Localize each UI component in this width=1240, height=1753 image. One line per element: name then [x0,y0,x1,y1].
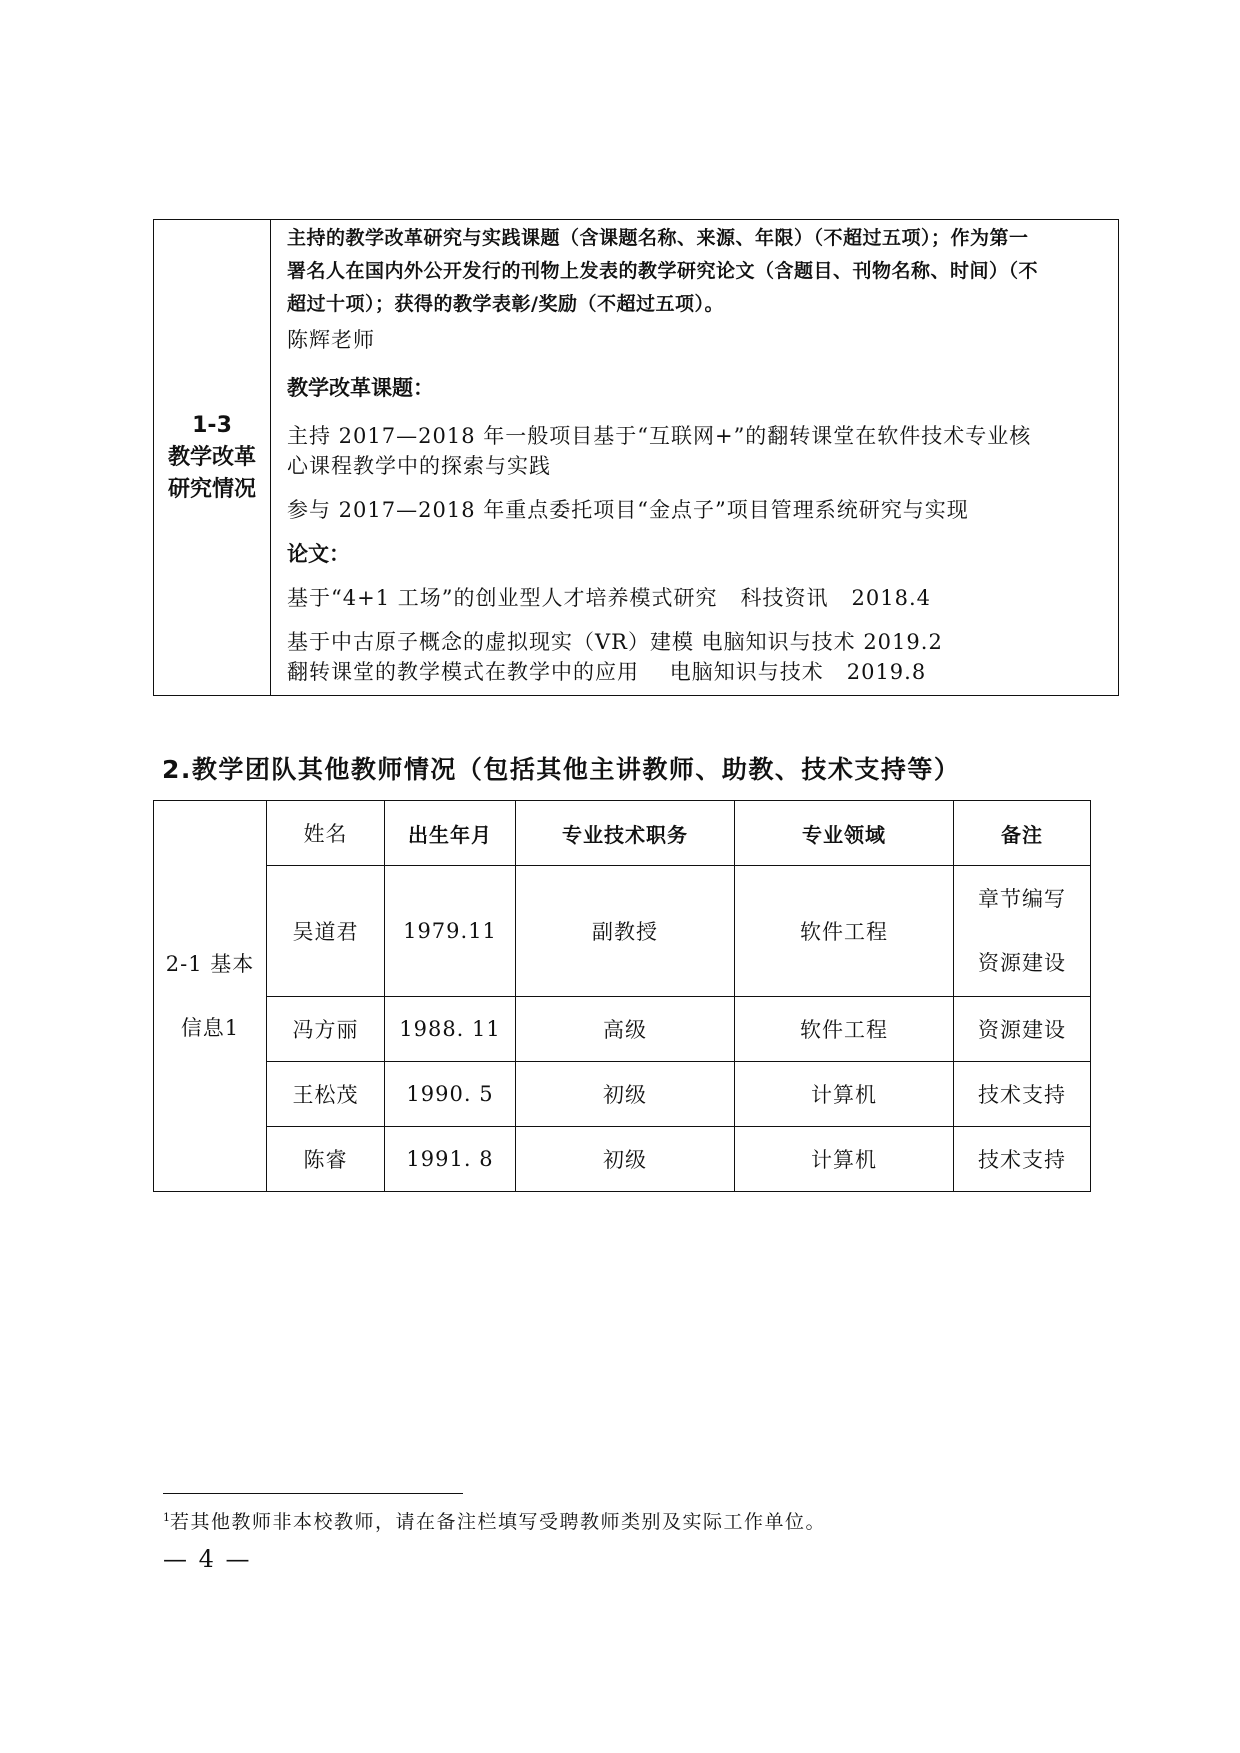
member-birth: 1990. 5 [385,1062,516,1127]
basic-info-label-line: 信息1 [180,1016,240,1040]
header-remark: 备注 [954,801,1091,866]
member-field: 软件工程 [735,866,954,997]
reform-label-line: 研究情况 [167,476,256,502]
table-header-row [154,801,1091,866]
team-members-table [153,800,1091,1192]
member-field: 计算机 [735,1062,954,1127]
member-name: 陈睿 [267,1127,385,1192]
section-2-heading: 2.教学团队其他教师情况（包括其他主讲教师、助教、技术支持等） [162,755,961,784]
member-title: 副教授 [516,866,735,997]
header-field: 专业领域 [735,801,954,866]
member-remark: 资源建设 [954,997,1091,1062]
footnote-text: 若其他教师非本校教师，请在备注栏填写受聘教师类别及实际工作单位。 [170,1511,827,1533]
reform-label-line: 教学改革 [167,444,256,470]
reform-topic-item: 主持 2017—2018 年一般项目基于“互联网+”的翻转课堂在软件技术专业核 [287,424,1032,448]
paper-item: 基于“4+1 工场”的创业型人才培养模式研究 科技资讯 2018.4 [287,586,931,610]
footnote-divider [163,1493,463,1494]
member-birth: 1979.11 [385,866,516,997]
basic-info-label-line: 2-1 基本 [165,952,255,976]
member-birth: 1991. 8 [385,1127,516,1192]
member-title: 初级 [516,1062,735,1127]
paper-item: 翻转课堂的教学模式在教学中的应用 电脑知识与技术 2019.8 [287,660,927,684]
member-field: 计算机 [735,1127,954,1192]
instruction-line: 主持的教学改革研究与实践课题（含课题名称、来源、年限）（不超过五项）；作为第一 [287,227,1029,249]
footnote [163,1507,826,1534]
remark-line: 资源建设 [978,951,1066,975]
member-name: 冯方丽 [267,997,385,1062]
member-name: 王松茂 [267,1062,385,1127]
reform-label-cell [154,220,271,696]
page-number: — 4 — [163,1545,252,1573]
reform-topics-heading: 教学改革课题： [287,376,434,400]
instruction-line: 超过十项）；获得的教学表彰/奖励（不超过五项）。 [287,293,724,315]
reform-label-line: 1-3 [192,412,232,438]
member-field: 软件工程 [735,997,954,1062]
header-name: 姓名 [267,801,385,866]
header-title: 专业技术职务 [516,801,735,866]
papers-heading: 论文： [287,542,350,566]
member-title: 初级 [516,1127,735,1192]
member-remark: 技术支持 [954,1062,1091,1127]
member-name: 吴道君 [267,866,385,997]
basic-info-label-cell [154,801,267,1192]
teacher-name: 陈辉老师 [287,328,375,352]
reform-topic-item: 心课程教学中的探索与实践 [287,454,551,478]
footnote-marker: 1 [163,1511,170,1524]
teaching-reform-table [153,219,1119,696]
paper-item: 基于中古原子概念的虚拟现实（VR）建模 电脑知识与技术 2019.2 [287,630,943,654]
reform-topic-item: 参与 2017—2018 年重点委托项目“金点子”项目管理系统研究与实现 [287,498,969,522]
header-birth: 出生年月 [385,801,516,866]
member-remark: 技术支持 [954,1127,1091,1192]
table-row [154,1062,1091,1127]
remark-line: 章节编写 [978,887,1066,911]
member-birth: 1988. 11 [385,997,516,1062]
table-row [154,997,1091,1062]
reform-content-cell [271,220,1119,696]
member-remark [954,866,1091,997]
table-row [154,866,1091,997]
instruction-line: 署名人在国内外公开发行的刊物上发表的教学研究论文（含题目、刊物名称、时间）（不 [287,260,1039,282]
table-row [154,1127,1091,1192]
member-title: 高级 [516,997,735,1062]
